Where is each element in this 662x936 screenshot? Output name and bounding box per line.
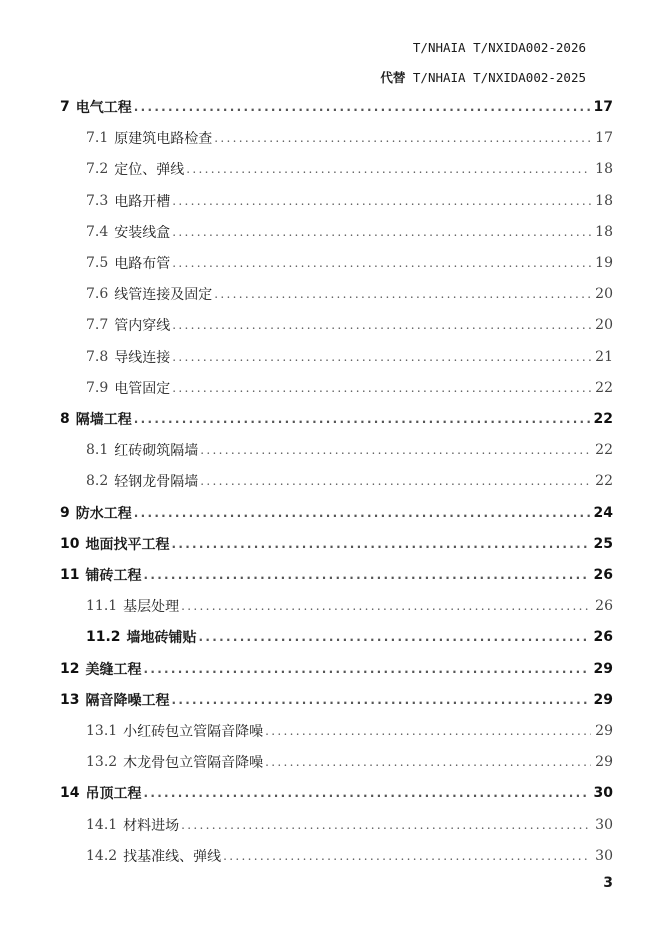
toc-entry-page: 18 [595,192,613,209]
toc-entry-title: 管内穿线 [114,318,171,335]
toc-entry[interactable] [86,375,613,401]
toc-entry-page: 22 [595,473,613,490]
toc-entry-page: 20 [595,317,613,334]
toc-entry-title: 定位、弹线 [114,162,185,179]
toc-entry-page: 17 [595,130,613,147]
toc-entry-title: 电路开槽 [114,193,171,210]
toc-entry-title: 材料进场 [123,817,180,834]
toc-entry-page: 20 [595,286,613,303]
toc-dot-leader [134,100,590,114]
toc-entry-title: 隔音降噪工程 [85,692,170,709]
toc-entry-number: 8 [60,411,70,427]
toc-entry-page: 29 [593,691,613,708]
toc-dot-leader [181,818,591,832]
toc-entry-number: 7.9 [86,379,109,396]
toc-dot-leader [199,630,590,644]
toc-entry-title: 美缝工程 [85,661,142,678]
replaces-code: T/NHAIA T/NXIDA002-2025 [412,70,586,85]
toc-entry-number: 10 [60,535,80,552]
toc-entry-title: 墙地砖铺贴 [126,630,197,647]
toc-entry-page: 30 [593,785,613,802]
toc-entry-page: 25 [593,535,613,552]
toc-entry-number: 9 [60,504,70,521]
toc-entry-page: 21 [595,348,613,365]
toc-dot-leader [172,318,591,332]
toc-entry[interactable] [60,780,613,806]
toc-entry-page: 17 [593,99,613,115]
toc-entry-number: 7.8 [86,348,109,365]
toc-dot-leader [143,662,589,676]
toc-entry-number: 11 [60,567,80,583]
toc-entry[interactable] [60,687,613,713]
toc-entry-page: 29 [595,723,613,739]
toc-dot-leader [171,537,589,551]
toc-entry-number: 8.1 [86,442,109,459]
toc-entry-page: 18 [595,161,613,178]
toc-entry-number: 13 [60,691,80,708]
toc-entry-page: 30 [595,816,613,833]
toc-entry-number: 7.6 [86,286,109,303]
toc-entry[interactable] [86,437,613,463]
toc-entry-number: 7.4 [86,223,109,240]
toc-entry-title: 基层处理 [123,599,180,616]
toc-entry-number: 7.2 [86,161,109,178]
toc-entry-page: 22 [593,411,613,427]
toc-entry[interactable] [86,593,613,619]
toc-entry-number: 7.3 [86,192,109,209]
replaces-standard-header [380,68,586,86]
toc-dot-leader [143,568,589,582]
toc-entry[interactable] [60,562,613,588]
toc-entry-number: 7.1 [86,130,109,147]
toc-dot-leader [134,506,590,520]
toc-entry-page: 18 [595,223,613,240]
standard-code-header: T/NHAIA T/NXIDA002-2026 [412,40,586,55]
toc-entry-number: 7.5 [86,255,109,271]
toc-dot-leader [214,287,591,301]
toc-entry[interactable] [86,250,613,276]
toc-entry-page: 19 [595,255,613,271]
toc-entry[interactable] [86,312,613,338]
toc-entry-title: 电管固定 [114,380,171,397]
toc-entry-title: 防水工程 [75,505,132,522]
toc-entry-title: 原建筑电路检查 [114,131,213,148]
toc-dot-leader [172,225,591,239]
toc-entry-title: 导线连接 [114,349,171,366]
replaces-label: 代替 [380,70,406,85]
toc-dot-leader [143,786,589,800]
toc-entry-number: 14.1 [86,816,118,833]
toc-entry-page: 26 [593,629,613,646]
toc-entry-title: 木龙骨包立管隔音降噪 [123,755,264,772]
toc-entry-page: 30 [595,847,613,864]
toc-entry-title: 线管连接及固定 [114,287,213,304]
toc-dot-leader [134,412,590,426]
toc-entry[interactable] [86,281,613,307]
toc-entry-page: 24 [593,504,613,521]
toc-entry[interactable] [86,843,613,869]
toc-entry-title: 安装线盒 [114,224,171,241]
toc-entry-title: 铺砖工程 [85,568,142,584]
toc-entry[interactable] [86,156,613,182]
toc-entry-number: 14.2 [86,847,118,864]
toc-entry-title: 找基准线、弹线 [123,848,222,865]
toc-entry-title: 吊顶工程 [85,786,142,803]
toc-entry[interactable] [60,500,613,526]
toc-entry-page: 22 [595,379,613,396]
toc-entry-number: 7 [60,99,70,115]
toc-entry[interactable] [60,656,613,682]
toc-dot-leader [200,474,591,488]
toc-dot-leader [171,693,589,707]
toc-dot-leader [214,131,591,145]
toc-entry-page: 26 [593,567,613,583]
toc-entry-title: 红砖砌筑隔墙 [114,443,199,460]
toc-entry[interactable] [86,344,613,370]
toc-dot-leader [181,599,591,613]
toc-entry-page: 22 [595,442,613,459]
toc-dot-leader [172,194,591,208]
toc-entry-title: 轻钢龙骨隔墙 [114,474,199,491]
toc-entry-number: 13.1 [86,723,118,739]
toc-entry-title: 电气工程 [75,100,132,116]
toc-entry-number: 14 [60,785,80,802]
toc-entry[interactable] [60,94,613,120]
toc-entry-number: 7.7 [86,317,109,334]
toc-entry-number: 11.1 [86,598,118,615]
toc-entry[interactable] [86,468,613,494]
toc-entry-page: 26 [595,598,613,615]
toc-entry[interactable] [86,718,613,744]
toc-dot-leader [172,256,591,270]
page-number: 3 [603,875,613,891]
toc-dot-leader [186,162,591,176]
toc-entry[interactable] [86,125,613,151]
toc-entry-title: 小红砖包立管隔音降噪 [123,724,264,740]
toc-entry[interactable] [86,749,613,775]
toc-dot-leader [172,350,591,364]
toc-entry-number: 8.2 [86,473,109,490]
toc-entry[interactable] [86,624,613,650]
toc-dot-leader [200,443,591,457]
toc-dot-leader [265,724,591,738]
toc-entry-title: 隔墙工程 [75,412,132,428]
toc-dot-leader [265,755,591,769]
toc-entry[interactable] [86,188,613,214]
toc-entry-number: 13.2 [86,754,118,771]
toc-entry[interactable] [60,531,613,557]
toc-entry[interactable] [86,812,613,838]
toc-entry-number: 12 [60,660,80,677]
toc-dot-leader [223,849,591,863]
toc-entry-page: 29 [595,754,613,771]
toc-dot-leader [172,381,591,395]
toc-entry[interactable] [86,219,613,245]
toc-entry-number: 11.2 [86,629,121,646]
toc-entry-title: 电路布管 [114,256,171,272]
toc-entry-title: 地面找平工程 [85,536,170,553]
toc-entry-page: 29 [593,660,613,677]
toc-entry[interactable] [60,406,613,432]
